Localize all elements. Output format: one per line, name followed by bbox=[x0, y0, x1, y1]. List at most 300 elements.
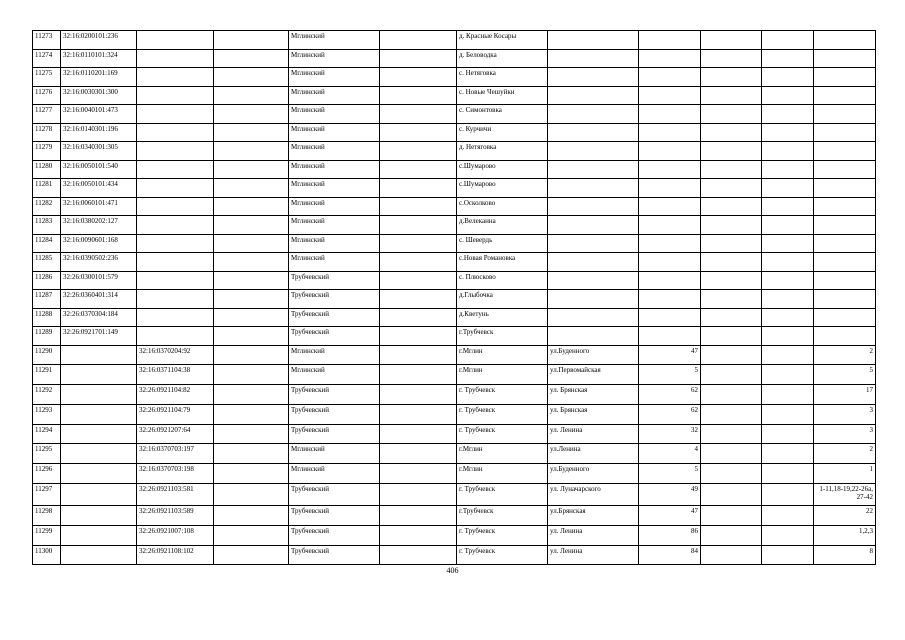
empty-cell bbox=[214, 49, 289, 68]
record-number-cell: 11288 bbox=[33, 308, 61, 327]
table-row bbox=[33, 49, 876, 68]
empty-cell bbox=[380, 271, 457, 290]
cadastral-number-a-cell bbox=[61, 365, 137, 385]
cadastral-number-b-cell: 32:16:0371104:38 bbox=[137, 365, 214, 385]
settlement-cell: с. Плюсково bbox=[457, 271, 548, 290]
empty-cell bbox=[214, 160, 289, 179]
settlement-cell: с. Курчичи bbox=[457, 123, 548, 142]
empty-cell bbox=[762, 271, 814, 290]
district-cell: Мглинский bbox=[289, 365, 380, 385]
empty-cell bbox=[701, 234, 762, 253]
apartment-cell: 2 bbox=[814, 444, 876, 464]
empty-cell bbox=[762, 365, 814, 385]
record-number-cell: 11279 bbox=[33, 142, 61, 161]
record-number-cell: 11296 bbox=[33, 464, 61, 484]
table-row bbox=[33, 68, 876, 87]
empty-cell bbox=[701, 444, 762, 464]
table-row bbox=[33, 160, 876, 179]
street-cell: ул.Буденного bbox=[548, 464, 639, 484]
empty-cell bbox=[701, 160, 762, 179]
table-body bbox=[33, 31, 876, 565]
settlement-cell: д. Нетяговка bbox=[457, 142, 548, 161]
empty-cell bbox=[380, 290, 457, 309]
apartment-cell bbox=[814, 271, 876, 290]
street-cell bbox=[548, 31, 639, 50]
table-row bbox=[33, 365, 876, 385]
street-cell bbox=[548, 308, 639, 327]
cadastral-number-b-cell: 32:26:0921007:108 bbox=[137, 525, 214, 545]
apartment-cell bbox=[814, 86, 876, 105]
cadastral-number-b-cell bbox=[137, 253, 214, 272]
apartment-cell: 1,2,3 bbox=[814, 525, 876, 545]
house-number-cell bbox=[639, 253, 701, 272]
cadastral-number-a-cell bbox=[61, 345, 137, 365]
house-number-cell bbox=[639, 290, 701, 309]
cadastral-number-a-cell: 32:16:0340301:305 bbox=[61, 142, 137, 161]
house-number-cell bbox=[639, 105, 701, 124]
cadastral-number-a-cell: 32:16:0050101:540 bbox=[61, 160, 137, 179]
house-number-cell: 84 bbox=[639, 545, 701, 565]
settlement-cell: г. Трубчевск bbox=[457, 385, 548, 405]
empty-cell bbox=[380, 68, 457, 87]
empty-cell bbox=[380, 327, 457, 346]
district-cell: Трубчевский bbox=[289, 271, 380, 290]
table-row bbox=[33, 424, 876, 444]
empty-cell bbox=[380, 404, 457, 424]
empty-cell bbox=[214, 290, 289, 309]
table-row bbox=[33, 385, 876, 405]
settlement-cell: г. Трубчевск bbox=[457, 525, 548, 545]
house-number-cell: 47 bbox=[639, 345, 701, 365]
empty-cell bbox=[214, 464, 289, 484]
cadastral-number-b-cell bbox=[137, 216, 214, 235]
empty-cell bbox=[380, 484, 457, 506]
table-row bbox=[33, 484, 876, 506]
record-number-cell: 11299 bbox=[33, 525, 61, 545]
settlement-cell: д. Красные Косары bbox=[457, 31, 548, 50]
house-number-cell bbox=[639, 327, 701, 346]
table-row bbox=[33, 308, 876, 327]
apartment-cell: 17 bbox=[814, 385, 876, 405]
empty-cell bbox=[701, 271, 762, 290]
cadastral-number-a-cell: 32:16:0060101:471 bbox=[61, 197, 137, 216]
record-number-cell: 11285 bbox=[33, 253, 61, 272]
street-cell: ул.Ленина bbox=[548, 444, 639, 464]
district-cell: Мглинский bbox=[289, 464, 380, 484]
settlement-cell: с.Новая Романовка bbox=[457, 253, 548, 272]
empty-cell bbox=[380, 216, 457, 235]
empty-cell bbox=[380, 545, 457, 565]
page-number: 406 bbox=[446, 566, 459, 575]
house-number-cell bbox=[639, 123, 701, 142]
cadastral-number-b-cell: 32:16:0370204:92 bbox=[137, 345, 214, 365]
empty-cell bbox=[762, 444, 814, 464]
record-number-cell: 11280 bbox=[33, 160, 61, 179]
empty-cell bbox=[762, 197, 814, 216]
district-cell: Трубчевский bbox=[289, 308, 380, 327]
settlement-cell: д.Кветунь bbox=[457, 308, 548, 327]
apartment-cell bbox=[814, 308, 876, 327]
table-row bbox=[33, 525, 876, 545]
empty-cell bbox=[214, 525, 289, 545]
record-number-cell: 11273 bbox=[33, 31, 61, 50]
record-number-cell: 11295 bbox=[33, 444, 61, 464]
house-number-cell: 86 bbox=[639, 525, 701, 545]
district-cell: Трубчевский bbox=[289, 484, 380, 506]
empty-cell bbox=[701, 197, 762, 216]
house-number-cell: 62 bbox=[639, 385, 701, 405]
apartment-cell: 8 bbox=[814, 545, 876, 565]
empty-cell bbox=[762, 308, 814, 327]
apartment-cell bbox=[814, 105, 876, 124]
settlement-cell: д.Глыбочка bbox=[457, 290, 548, 309]
street-cell: ул. Ленина bbox=[548, 545, 639, 565]
street-cell: ул. Брянская bbox=[548, 404, 639, 424]
settlement-cell: г.Мглин bbox=[457, 464, 548, 484]
empty-cell bbox=[214, 424, 289, 444]
empty-cell bbox=[762, 179, 814, 198]
empty-cell bbox=[762, 327, 814, 346]
record-number-cell: 11274 bbox=[33, 49, 61, 68]
empty-cell bbox=[214, 105, 289, 124]
district-cell: Мглинский bbox=[289, 345, 380, 365]
cadastral-number-a-cell: 32:16:0110101:324 bbox=[61, 49, 137, 68]
empty-cell bbox=[701, 424, 762, 444]
district-cell: Мглинский bbox=[289, 216, 380, 235]
apartment-cell bbox=[814, 216, 876, 235]
empty-cell bbox=[380, 86, 457, 105]
cadastral-number-b-cell bbox=[137, 142, 214, 161]
empty-cell bbox=[762, 216, 814, 235]
empty-cell bbox=[214, 68, 289, 87]
street-cell bbox=[548, 142, 639, 161]
table-row bbox=[33, 404, 876, 424]
house-number-cell bbox=[639, 308, 701, 327]
record-number-cell: 11278 bbox=[33, 123, 61, 142]
table-row bbox=[33, 86, 876, 105]
empty-cell bbox=[214, 271, 289, 290]
empty-cell bbox=[762, 86, 814, 105]
table-row bbox=[33, 31, 876, 50]
empty-cell bbox=[214, 197, 289, 216]
empty-cell bbox=[762, 105, 814, 124]
cadastral-number-b-cell bbox=[137, 105, 214, 124]
empty-cell bbox=[701, 484, 762, 506]
table-row bbox=[33, 271, 876, 290]
record-number-cell: 11290 bbox=[33, 345, 61, 365]
table-row bbox=[33, 545, 876, 565]
empty-cell bbox=[380, 424, 457, 444]
apartment-cell bbox=[814, 179, 876, 198]
street-cell bbox=[548, 49, 639, 68]
empty-cell bbox=[701, 308, 762, 327]
cadastral-number-b-cell bbox=[137, 197, 214, 216]
empty-cell bbox=[380, 31, 457, 50]
street-cell bbox=[548, 253, 639, 272]
house-number-cell: 47 bbox=[639, 506, 701, 526]
empty-cell bbox=[214, 444, 289, 464]
register-table bbox=[32, 30, 876, 565]
empty-cell bbox=[762, 142, 814, 161]
house-number-cell bbox=[639, 49, 701, 68]
empty-cell bbox=[701, 253, 762, 272]
house-number-cell bbox=[639, 179, 701, 198]
cadastral-number-a-cell: 32:26:0921701:149 bbox=[61, 327, 137, 346]
cadastral-number-b-cell: 32:26:0921207:64 bbox=[137, 424, 214, 444]
cadastral-number-b-cell bbox=[137, 290, 214, 309]
record-number-cell: 11287 bbox=[33, 290, 61, 309]
record-number-cell: 11292 bbox=[33, 385, 61, 405]
cadastral-number-b-cell bbox=[137, 49, 214, 68]
house-number-cell: 49 bbox=[639, 484, 701, 506]
empty-cell bbox=[701, 345, 762, 365]
empty-cell bbox=[762, 484, 814, 506]
street-cell bbox=[548, 271, 639, 290]
street-cell bbox=[548, 234, 639, 253]
empty-cell bbox=[380, 525, 457, 545]
empty-cell bbox=[762, 49, 814, 68]
empty-cell bbox=[701, 86, 762, 105]
house-number-cell: 5 bbox=[639, 365, 701, 385]
empty-cell bbox=[701, 365, 762, 385]
empty-cell bbox=[380, 506, 457, 526]
street-cell bbox=[548, 290, 639, 309]
settlement-cell: д. Беловодка bbox=[457, 49, 548, 68]
empty-cell bbox=[380, 345, 457, 365]
empty-cell bbox=[214, 345, 289, 365]
empty-cell bbox=[701, 464, 762, 484]
apartment-cell bbox=[814, 253, 876, 272]
record-number-cell: 11276 bbox=[33, 86, 61, 105]
cadastral-number-a-cell: 32:16:0390502:236 bbox=[61, 253, 137, 272]
district-cell: Трубчевский bbox=[289, 424, 380, 444]
empty-cell bbox=[380, 123, 457, 142]
empty-cell bbox=[380, 160, 457, 179]
house-number-cell: 4 bbox=[639, 444, 701, 464]
cadastral-number-a-cell: 32:26:0360401:314 bbox=[61, 290, 137, 309]
settlement-cell: д.Велеканна bbox=[457, 216, 548, 235]
empty-cell bbox=[701, 68, 762, 87]
empty-cell bbox=[701, 506, 762, 526]
empty-cell bbox=[214, 327, 289, 346]
empty-cell bbox=[380, 385, 457, 405]
empty-cell bbox=[762, 290, 814, 309]
district-cell: Мглинский bbox=[289, 68, 380, 87]
empty-cell bbox=[762, 424, 814, 444]
cadastral-number-b-cell: 32:16:0370703:197 bbox=[137, 444, 214, 464]
apartment-cell bbox=[814, 197, 876, 216]
district-cell: Трубчевский bbox=[289, 525, 380, 545]
settlement-cell: с. Новые Чешуйки bbox=[457, 86, 548, 105]
district-cell: Мглинский bbox=[289, 160, 380, 179]
record-number-cell: 11286 bbox=[33, 271, 61, 290]
empty-cell bbox=[762, 123, 814, 142]
empty-cell bbox=[214, 253, 289, 272]
table-row bbox=[33, 234, 876, 253]
apartment-cell: 3 bbox=[814, 404, 876, 424]
house-number-cell bbox=[639, 86, 701, 105]
house-number-cell bbox=[639, 234, 701, 253]
empty-cell bbox=[214, 484, 289, 506]
record-number-cell: 11284 bbox=[33, 234, 61, 253]
street-cell: ул. Ленина bbox=[548, 424, 639, 444]
cadastral-number-b-cell bbox=[137, 68, 214, 87]
empty-cell bbox=[380, 49, 457, 68]
empty-cell bbox=[762, 160, 814, 179]
record-number-cell: 11298 bbox=[33, 506, 61, 526]
settlement-cell: г.Мглин bbox=[457, 444, 548, 464]
cadastral-number-a-cell: 32:16:0380202:127 bbox=[61, 216, 137, 235]
apartment-cell: 3 bbox=[814, 424, 876, 444]
street-cell bbox=[548, 327, 639, 346]
cadastral-number-b-cell: 32:26:0921104:82 bbox=[137, 385, 214, 405]
empty-cell bbox=[380, 179, 457, 198]
apartment-cell: 22 bbox=[814, 506, 876, 526]
apartment-cell: 2 bbox=[814, 345, 876, 365]
district-cell: Мглинский bbox=[289, 31, 380, 50]
empty-cell bbox=[380, 365, 457, 385]
empty-cell bbox=[701, 142, 762, 161]
cadastral-number-a-cell: 32:26:0370304:184 bbox=[61, 308, 137, 327]
street-cell bbox=[548, 197, 639, 216]
district-cell: Мглинский bbox=[289, 179, 380, 198]
record-number-cell: 11282 bbox=[33, 197, 61, 216]
empty-cell bbox=[701, 123, 762, 142]
apartment-cell bbox=[814, 142, 876, 161]
empty-cell bbox=[762, 68, 814, 87]
empty-cell bbox=[701, 525, 762, 545]
cadastral-number-a-cell bbox=[61, 464, 137, 484]
settlement-cell: с. Шевердь bbox=[457, 234, 548, 253]
cadastral-number-b-cell bbox=[137, 234, 214, 253]
cadastral-number-a-cell: 32:16:0140301:196 bbox=[61, 123, 137, 142]
house-number-cell: 62 bbox=[639, 404, 701, 424]
cadastral-number-a-cell: 32:16:0030301:300 bbox=[61, 86, 137, 105]
empty-cell bbox=[762, 253, 814, 272]
table-row bbox=[33, 327, 876, 346]
record-number-cell: 11289 bbox=[33, 327, 61, 346]
settlement-cell: с. Нетяговка bbox=[457, 68, 548, 87]
district-cell: Мглинский bbox=[289, 234, 380, 253]
district-cell: Мглинский bbox=[289, 253, 380, 272]
empty-cell bbox=[214, 31, 289, 50]
district-cell: Трубчевский bbox=[289, 290, 380, 309]
record-number-cell: 11275 bbox=[33, 68, 61, 87]
cadastral-number-b-cell bbox=[137, 179, 214, 198]
cadastral-number-a-cell: 32:16:0050101:434 bbox=[61, 179, 137, 198]
house-number-cell bbox=[639, 197, 701, 216]
table-row bbox=[33, 105, 876, 124]
cadastral-number-b-cell bbox=[137, 160, 214, 179]
table-row bbox=[33, 179, 876, 198]
street-cell bbox=[548, 68, 639, 87]
street-cell: ул.Первомайская bbox=[548, 365, 639, 385]
empty-cell bbox=[762, 385, 814, 405]
empty-cell bbox=[701, 105, 762, 124]
street-cell bbox=[548, 86, 639, 105]
cadastral-number-b-cell: 32:26:0921104:79 bbox=[137, 404, 214, 424]
cadastral-number-a-cell: 32:16:0040101:473 bbox=[61, 105, 137, 124]
apartment-cell: 1-11,18-19,22-26a, 27-42 bbox=[814, 484, 876, 506]
empty-cell bbox=[701, 290, 762, 309]
settlement-cell: с. Симонтовка bbox=[457, 105, 548, 124]
empty-cell bbox=[214, 506, 289, 526]
record-number-cell: 11293 bbox=[33, 404, 61, 424]
house-number-cell bbox=[639, 160, 701, 179]
empty-cell bbox=[762, 234, 814, 253]
record-number-cell: 11291 bbox=[33, 365, 61, 385]
empty-cell bbox=[762, 404, 814, 424]
empty-cell bbox=[762, 545, 814, 565]
cadastral-number-b-cell bbox=[137, 31, 214, 50]
empty-cell bbox=[214, 216, 289, 235]
settlement-cell: г.Мглин bbox=[457, 365, 548, 385]
street-cell: ул. Ленина bbox=[548, 525, 639, 545]
street-cell bbox=[548, 216, 639, 235]
empty-cell bbox=[214, 234, 289, 253]
empty-cell bbox=[214, 308, 289, 327]
empty-cell bbox=[214, 365, 289, 385]
table-row bbox=[33, 506, 876, 526]
empty-cell bbox=[762, 506, 814, 526]
empty-cell bbox=[701, 31, 762, 50]
house-number-cell: 5 bbox=[639, 464, 701, 484]
table-row bbox=[33, 290, 876, 309]
cadastral-number-b-cell bbox=[137, 327, 214, 346]
empty-cell bbox=[701, 404, 762, 424]
empty-cell bbox=[701, 545, 762, 565]
settlement-cell: с.Осколково bbox=[457, 197, 548, 216]
cadastral-number-a-cell bbox=[61, 385, 137, 405]
street-cell bbox=[548, 179, 639, 198]
empty-cell bbox=[762, 31, 814, 50]
cadastral-number-b-cell bbox=[137, 123, 214, 142]
district-cell: Мглинский bbox=[289, 444, 380, 464]
apartment-cell bbox=[814, 160, 876, 179]
apartment-cell: 1 bbox=[814, 464, 876, 484]
cadastral-number-b-cell: 32:26:0921108:102 bbox=[137, 545, 214, 565]
house-number-cell bbox=[639, 142, 701, 161]
cadastral-number-b-cell: 32:26:0921103:589 bbox=[137, 506, 214, 526]
table-row bbox=[33, 444, 876, 464]
settlement-cell: г.Мглин bbox=[457, 345, 548, 365]
empty-cell bbox=[214, 385, 289, 405]
apartment-cell bbox=[814, 327, 876, 346]
cadastral-number-a-cell: 32:16:0200101:236 bbox=[61, 31, 137, 50]
settlement-cell: г.Трубчевск bbox=[457, 327, 548, 346]
street-cell: ул.Брянская bbox=[548, 506, 639, 526]
apartment-cell bbox=[814, 290, 876, 309]
empty-cell bbox=[380, 444, 457, 464]
record-number-cell: 11300 bbox=[33, 545, 61, 565]
table-row bbox=[33, 123, 876, 142]
settlement-cell: г. Трубчевск bbox=[457, 424, 548, 444]
cadastral-number-b-cell: 32:16:0370703:198 bbox=[137, 464, 214, 484]
district-cell: Трубчевский bbox=[289, 545, 380, 565]
district-cell: Мглинский bbox=[289, 49, 380, 68]
record-number-cell: 11297 bbox=[33, 484, 61, 506]
apartment-cell bbox=[814, 31, 876, 50]
district-cell: Трубчевский bbox=[289, 327, 380, 346]
cadastral-number-a-cell: 32:16:0110201:169 bbox=[61, 68, 137, 87]
empty-cell bbox=[214, 404, 289, 424]
district-cell: Мглинский bbox=[289, 197, 380, 216]
district-cell: Мглинский bbox=[289, 123, 380, 142]
empty-cell bbox=[380, 234, 457, 253]
street-cell bbox=[548, 123, 639, 142]
cadastral-number-a-cell bbox=[61, 444, 137, 464]
house-number-cell bbox=[639, 271, 701, 290]
